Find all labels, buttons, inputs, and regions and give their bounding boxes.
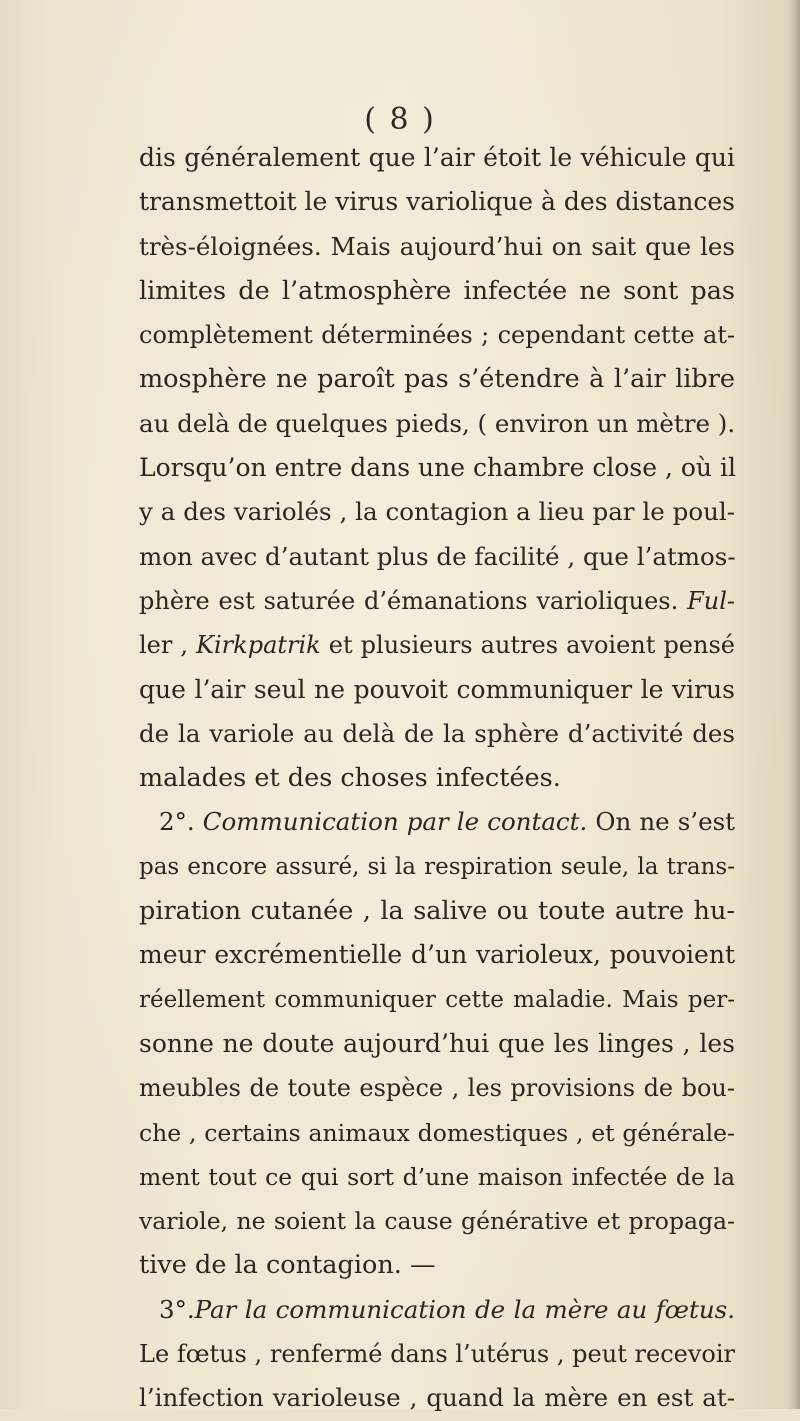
- text-line-6: mosphère ne paroît pas s’étendre à l’air libre: [139, 364, 735, 395]
- text-line-9: y a des variolés , la contagion a lieu par le poul-: [139, 497, 735, 527]
- text-line-13: que l’air seul ne pouvoit communiquer le virus: [139, 674, 735, 704]
- text-line-16: [139, 800, 735, 844]
- body-text: [139, 136, 735, 1421]
- text-line-29: l’infection varioleuse , quand la mère en est at-: [139, 1383, 735, 1413]
- text-line-10: mon avec d’autant plus de facilité , que l’atmos-: [139, 541, 736, 571]
- text-line-19: meur excrémentielle d’un varioleux, pouvoient: [139, 940, 735, 970]
- text-line-12: [139, 623, 735, 667]
- section-number-3: 3°.: [159, 1294, 195, 1324]
- text-line-11-roman: phère est saturée d’émanations varioliques.: [139, 586, 679, 615]
- text-line-5: complètement déterminées ; cependant cette at-: [139, 321, 735, 350]
- text-line-20: réellement communiquer cette maladie. Mais per-: [139, 986, 735, 1013]
- text-line-8: Lorsqu’on entre dans une chambre close , où il: [139, 453, 736, 483]
- author-kirkpatrik: Kirkpatrik: [196, 631, 321, 660]
- text-line-4: limites de l’atmosphère infectée ne sont pas: [139, 275, 735, 306]
- text-line-3: très-éloignées. Mais aujourd’hui on sait que les: [139, 231, 735, 261]
- text-line-14: de la variole au delà de la sphère d’activité des: [139, 718, 735, 748]
- text-line-26: tive de la contagion. —: [139, 1250, 436, 1281]
- page-edge-shadow: [786, 0, 800, 1409]
- text-line-12-before: ler ,: [139, 631, 197, 660]
- text-line-7: au delà de quelques pieds, ( environ un mètre ).: [139, 408, 736, 438]
- text-line-17: pas encore assuré, si la respiration seule, la trans-: [139, 853, 735, 880]
- text-line-2: transmettoit le virus variolique à des distances: [139, 187, 735, 217]
- text-line-21: sonne ne doute aujourd’hui que les linges , les: [139, 1028, 735, 1058]
- text-line-22: meubles de toute espèce , les provisions de bou-: [139, 1074, 735, 1103]
- text-line-11: [139, 579, 735, 623]
- page-number: ( 8 ): [364, 102, 436, 137]
- text-line-12-after: et plusieurs autres avoient pensé: [320, 631, 735, 660]
- section-heading-contact: Communication par le contact.: [202, 807, 588, 837]
- text-line-23: che , certains animaux domestiques , et générale-: [139, 1118, 735, 1147]
- text-line-24: ment tout ce qui sort d’une maison infectée de la: [139, 1162, 735, 1191]
- text-line-1: dis généralement que l’air étoit le véhicule qui: [139, 143, 735, 172]
- section-heading-foetus: Par la communication de la mère au fœtus.: [194, 1294, 735, 1324]
- text-line-12-roman: [139, 631, 735, 659]
- text-line-27: [139, 1288, 735, 1332]
- text-line-16-tail: On ne s’est: [595, 807, 735, 837]
- section-number-2: 2°.: [159, 807, 195, 837]
- author-fuller: Ful-: [687, 586, 735, 615]
- text-line-28: Le fœtus , renfermé dans l’utérus , peut recevoir: [139, 1340, 735, 1369]
- text-line-18: piration cutanée , la salive ou toute autre hu-: [139, 896, 735, 927]
- text-line-25: variole, ne soient la cause générative et propaga-: [139, 1207, 735, 1236]
- text-line-15: malades et des choses infectées.: [139, 763, 561, 794]
